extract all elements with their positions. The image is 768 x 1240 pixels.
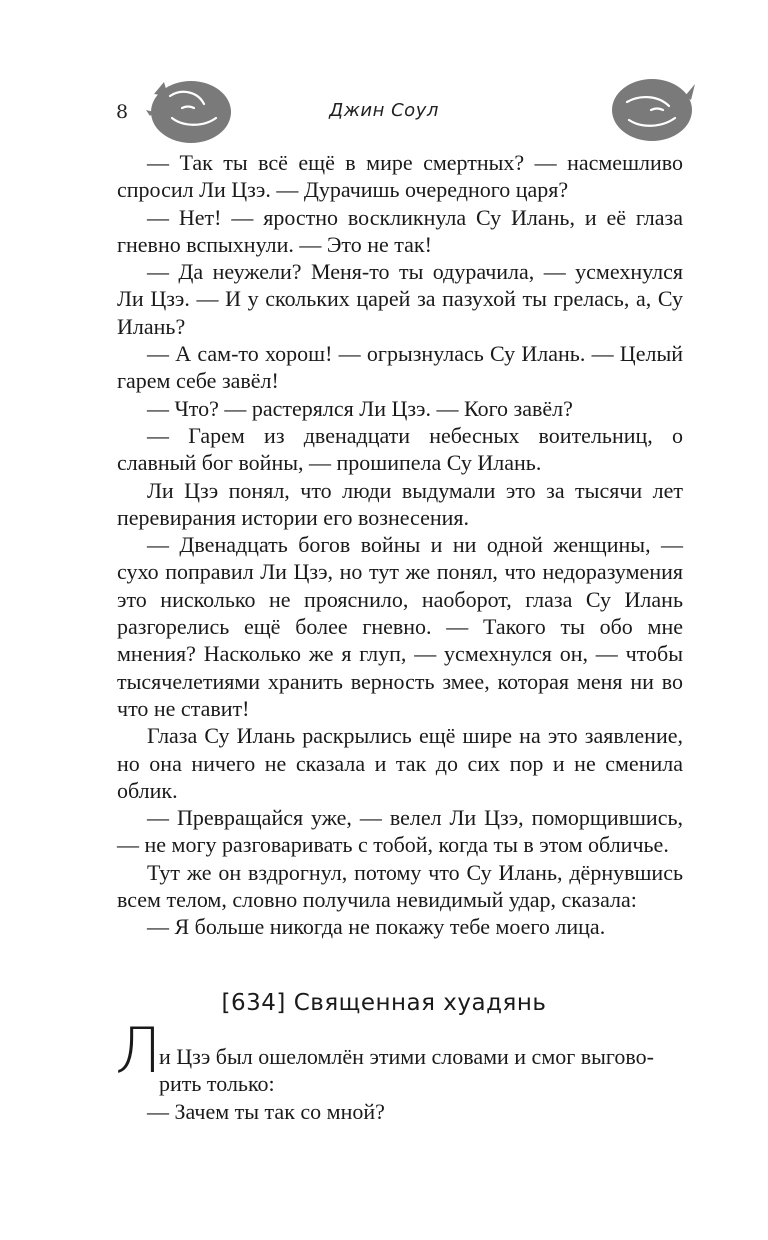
paragraph: Тут же он вздрогнул, потому что Су Илань, дёрнувшись всем телом, словно получила невидимый удар, сказала: [117, 859, 683, 913]
drop-cap: Л [115, 1014, 162, 1087]
paragraph: — Превращайся уже, — велел Ли Цзэ, поморщившись, — не могу разговаривать с тобой, когда ты в этом обличье. [117, 805, 683, 858]
paragraph: — Да неужели? Меня-то ты одурачила, — усмехнулся Ли Цзэ. — И у скольких царей за пазухой ты грелась, а, Су Илань? [117, 259, 683, 339]
paragraph: Глаза Су Илань раскрылись ещё шире на это заявление, но она ничего не сказала и так до сих пор и не сменила облик. [117, 723, 683, 803]
paragraph: — Зачем ты так со мной? [147, 1098, 385, 1124]
paragraph: — А сам-то хорош! — огрызнулась Су Илань. — Целый гарем себе завёл! [117, 341, 683, 394]
paragraph: — Что? — растерялся Ли Цзэ. — Кого завёл? [147, 395, 573, 421]
paragraph: — Двенадцать богов войны и ни одной женщины, — сухо поправил Ли Цзэ, но тут же понял, что недоразумения это нисколько не прояснило, наоборот, глаза Су Илань разгорелись ещё более гневно. — Такого ты обо мне мнения? Насколько же я глуп, — усмехнулся он, — чтобы тысячелетиями хранить верность змее, которая меня ни во что не ставит! [117, 532, 683, 721]
running-head-author: Джин Соул [329, 100, 439, 121]
paragraph: — Гарем из двенадцати небесных воительниц, о славный бог войны, — прошипела Су Илань. [117, 422, 683, 476]
page-number: 8 [116, 101, 129, 123]
chapter-title: [634] Священная хуадянь [221, 990, 547, 1016]
chapter-second-line: рить только: [159, 1071, 275, 1097]
chapter-first-line: и Цзэ был ошеломлён этими словами и смог выгово- [159, 1044, 654, 1069]
sleeping-fox-icon [607, 74, 697, 146]
paragraph: Ли Цзэ понял, что люди выдумали это за тысячи лет перевирания истории его вознесения. [117, 477, 683, 530]
chapter-opening-text [117, 1043, 683, 1125]
body-text [117, 149, 683, 941]
paragraph: — Я больше никогда не покажу тебе моего лица. [147, 914, 606, 940]
paragraph: — Нет! — яростно воскликнула Су Илань, и её глаза гневно вспыхнули. — Это не так! [117, 204, 683, 257]
paragraph: — Так ты всё ещё в мире смертных? — насмешливо спросил Ли Цзэ. — Дурачишь очередного царя? [117, 150, 683, 203]
